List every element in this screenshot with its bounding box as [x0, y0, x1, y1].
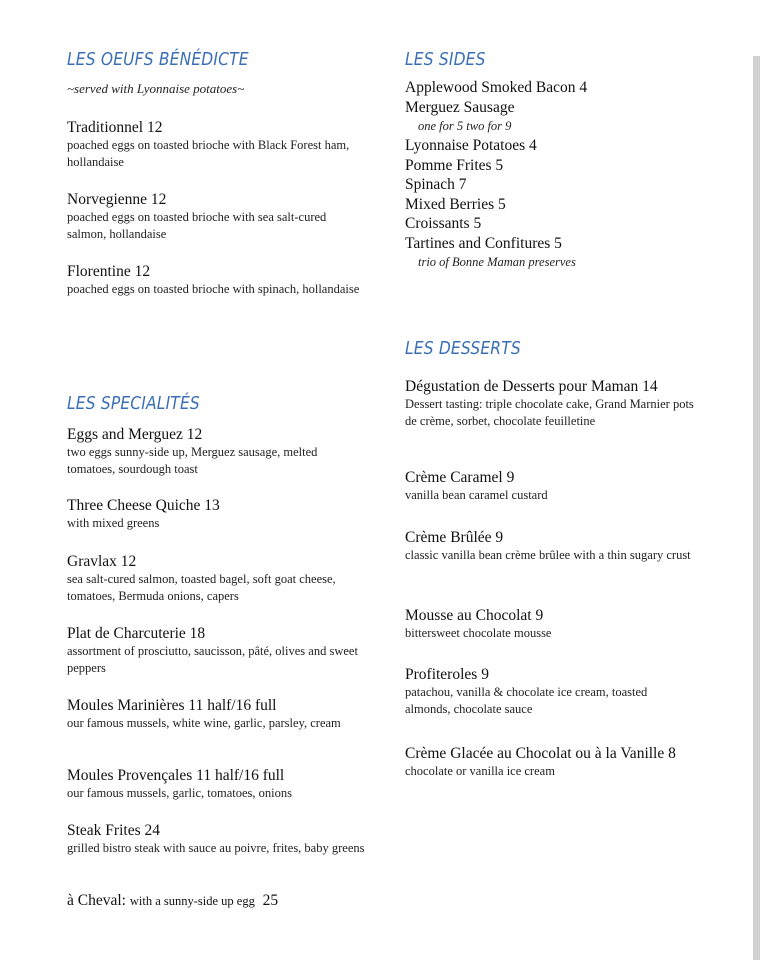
item-name: Moules Marinières 11 half/16 full [67, 697, 277, 714]
scrollbar[interactable] [753, 56, 760, 960]
sides-list [405, 78, 725, 272]
item-name: Profiteroles 9 [405, 666, 489, 683]
side-note: trio of Bonne Maman preserves [418, 255, 576, 269]
item-name: Florentine 12 [67, 263, 151, 280]
menu-item [67, 425, 367, 478]
menu-item [405, 744, 725, 780]
section-heading-specialites: LES SPECIALITÉS [67, 393, 200, 414]
item-name: Crème Brûlée 9 [405, 529, 504, 546]
side-item: Tartines and Confitures 5 [405, 234, 562, 252]
item-desc: with mixed greens [67, 516, 160, 530]
item-name: Eggs and Merguez 12 [67, 426, 203, 443]
item-name: Crème Glacée au Chocolat ou à la Vanille 8 [405, 745, 676, 762]
item-name: Mousse au Chocolat 9 [405, 607, 544, 624]
menu-item [405, 468, 725, 504]
section-heading-desserts: LES DESSERTS [405, 338, 521, 359]
item-name: Crème Caramel 9 [405, 469, 515, 486]
benedicte-note: ~served with Lyonnaise potatoes~ [67, 81, 245, 96]
item-desc: our famous mussels, white wine, garlic, parsley, cream [67, 716, 341, 730]
side-item: Applewood Smoked Bacon 4 [405, 79, 588, 96]
item-desc: grilled bistro steak with sauce au poivre, frites, baby greens [67, 841, 365, 855]
menu-item [67, 696, 367, 732]
side-note: one for 5 two for 9 [418, 119, 512, 133]
menu-item [405, 606, 725, 642]
menu-item [67, 262, 367, 298]
item-desc: assortment of prosciutto, saucisson, pâté, olives and sweet peppers [67, 644, 358, 675]
side-item: Spinach 7 [405, 176, 467, 193]
side-item: Croissants 5 [405, 215, 482, 232]
item-desc: two eggs sunny-side up, Merguez sausage, melted tomatoes, sourdough toast [67, 445, 318, 476]
item-name: Steak Frites 24 [67, 822, 160, 839]
item-name [67, 891, 367, 911]
section-heading-benedicte: LES OEUFS BÉNÉDICTE [67, 49, 249, 70]
side-item: Lyonnaise Potatoes 4 [405, 137, 537, 154]
item-name: Three Cheese Quiche 13 [67, 497, 220, 514]
item-desc: Dessert tasting: triple chocolate cake, Grand Marnier pots de crème, sorbet, chocolate feuilletine [405, 397, 694, 428]
menu-item [405, 528, 725, 564]
item-name: Moules Provençales 11 half/16 full [67, 767, 285, 784]
cheval-prefix: à Cheval: [67, 892, 126, 909]
item-desc: bittersweet chocolate mousse [405, 626, 552, 640]
side-item: Mixed Berries 5 [405, 195, 506, 213]
item-name: Plat de Charcuterie 18 [67, 625, 206, 642]
menu-item [405, 665, 725, 718]
section-heading-sides: LES SIDES [405, 49, 486, 70]
item-name: Gravlax 12 [67, 553, 137, 570]
menu-item [67, 624, 367, 677]
item-desc: sea salt-cured salmon, toasted bagel, soft goat cheese, tomatoes, Bermuda onions, capers [67, 572, 336, 603]
menu-item [67, 821, 367, 857]
item-desc: chocolate or vanilla ice cream [405, 764, 555, 778]
menu-item [67, 190, 367, 243]
item-desc: patachou, vanilla & chocolate ice cream, toasted almonds, chocolate sauce [405, 685, 648, 716]
item-desc: vanilla bean caramel custard [405, 488, 548, 502]
item-desc: poached eggs on toasted brioche with spinach, hollandaise [67, 282, 360, 296]
item-name: Traditionnel 12 [67, 119, 163, 136]
side-item: Merguez Sausage [405, 98, 515, 116]
menu-item [67, 552, 367, 605]
menu-item [67, 118, 367, 171]
menu-item-cheval [67, 891, 367, 911]
menu-item [405, 377, 725, 430]
cheval-price: 25 [262, 892, 279, 909]
item-desc: poached eggs on toasted brioche with Black Forest ham, hollandaise [67, 138, 350, 169]
item-desc: our famous mussels, garlic, tomatoes, onions [67, 786, 292, 800]
menu-item [67, 766, 367, 802]
item-name: Norvegienne 12 [67, 191, 167, 208]
menu-item [67, 496, 367, 532]
item-desc: poached eggs on toasted brioche with sea salt-cured salmon, hollandaise [67, 210, 327, 241]
item-desc: classic vanilla bean crème brûlee with a thin sugary crust [405, 548, 691, 562]
cheval-desc: with a sunny-side up egg [129, 894, 255, 908]
item-name: Dégustation de Desserts pour Maman 14 [405, 378, 658, 395]
side-item: Pomme Frites 5 [405, 156, 504, 174]
